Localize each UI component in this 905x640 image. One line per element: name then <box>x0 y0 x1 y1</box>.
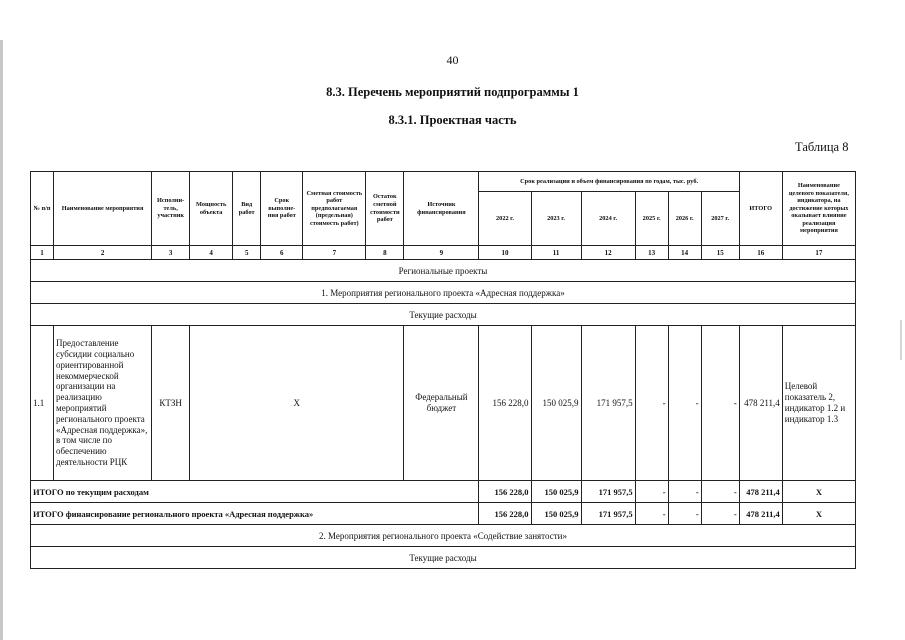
table-caption: Таблица 8 <box>795 140 849 154</box>
row-y2022: 156 228,0 <box>479 326 531 481</box>
column-number: 10 <box>479 246 531 260</box>
scan-edge-mark <box>900 320 902 360</box>
row-executor: КТЗН <box>152 326 190 481</box>
scan-edge <box>0 40 3 640</box>
column-number: 1 <box>31 246 54 260</box>
total-project-y2022: 156 228,0 <box>479 503 531 525</box>
total-project-label: ИТОГО финансирование регионального проекта «Адресная поддержка» <box>31 503 479 525</box>
total-row <box>31 481 856 503</box>
header-year: 2026 г. <box>668 192 701 246</box>
total-current-y2024: 171 957,5 <box>581 481 635 503</box>
column-number: 9 <box>404 246 479 260</box>
total-current-y2026: - <box>668 481 701 503</box>
total-current-indicator: Х <box>782 481 855 503</box>
column-number: 3 <box>152 246 190 260</box>
header-year: 2022 г. <box>479 192 531 246</box>
total-row <box>31 503 856 525</box>
total-current-y2023: 150 025,9 <box>531 481 581 503</box>
header-total: ИТОГО <box>739 172 782 246</box>
total-project-y2023: 150 025,9 <box>531 503 581 525</box>
header-remaining-cost: Остаток сметной стоимости работ <box>366 172 404 246</box>
row-y2026: - <box>668 326 701 481</box>
header-capacity: Мощность объекта <box>190 172 233 246</box>
total-current-label: ИТОГО по текущим расходам <box>31 481 479 503</box>
band-project-1: 1. Мероприятия регионального проекта «Адресная поддержка» <box>31 282 856 304</box>
row-total: 478 211,4 <box>739 326 782 481</box>
header-year: 2024 г. <box>581 192 635 246</box>
column-number: 16 <box>739 246 782 260</box>
total-project-y2027: - <box>701 503 739 525</box>
header-indicator: Наименование целевого показателя, индикатора, на достижение которых оказывает влияние реализация мероприятия <box>782 172 855 246</box>
total-current-y2027: - <box>701 481 739 503</box>
section-title: 8.3. Перечень мероприятий подпрограммы 1 <box>326 85 579 99</box>
column-number: 6 <box>261 246 303 260</box>
total-project-total: 478 211,4 <box>739 503 782 525</box>
column-number: 14 <box>668 246 701 260</box>
row-source: Федеральный бюджет <box>404 326 479 481</box>
subsection-title: 8.3.1. Проектная часть <box>388 113 517 127</box>
header-year: 2025 г. <box>635 192 668 246</box>
row-y2023: 150 025,9 <box>531 326 581 481</box>
total-project-indicator: Х <box>782 503 855 525</box>
row-y2025: - <box>635 326 668 481</box>
row-name: Предоставление субсидии социально ориентированной некоммерческой организации на реализацию мероприятий регионального проекта «Адресная поддержка», в том числе по обеспечению деятельности РЦК <box>54 326 152 481</box>
band-project-2: 2. Мероприятия регионального проекта «Содействие занятости» <box>31 525 856 547</box>
column-number: 2 <box>54 246 152 260</box>
column-number: 7 <box>303 246 366 260</box>
column-number: 17 <box>782 246 855 260</box>
column-number: 8 <box>366 246 404 260</box>
header-num: № п/п <box>31 172 54 246</box>
band-regional-projects: Региональные проекты <box>31 260 856 282</box>
column-number: 11 <box>531 246 581 260</box>
column-number: 4 <box>190 246 233 260</box>
total-project-y2025: - <box>635 503 668 525</box>
total-project-y2026: - <box>668 503 701 525</box>
header-year: 2027 г. <box>701 192 739 246</box>
row-y2027: - <box>701 326 739 481</box>
total-project-y2024: 171 957,5 <box>581 503 635 525</box>
row-indicator: Целевой показатель 2, индикатор 1.2 и индикатор 1.3 <box>782 326 855 481</box>
column-number: 5 <box>233 246 261 260</box>
page-number: 40 <box>446 53 459 67</box>
header-name: Наименование мероприятия <box>54 172 152 246</box>
row-y2024: 171 957,5 <box>581 326 635 481</box>
band-current-expenses-2: Текущие расходы <box>31 547 856 569</box>
header-source: Источник финансирования <box>404 172 479 246</box>
header-period-group: Срок реализации и объем финансирования по годам, тыс. руб. <box>479 172 739 192</box>
header-year: 2023 г. <box>531 192 581 246</box>
table-row <box>31 326 856 481</box>
header-deadline: Срок выполне-ния работ <box>261 172 303 246</box>
total-current-total: 478 211,4 <box>739 481 782 503</box>
total-current-y2022: 156 228,0 <box>479 481 531 503</box>
total-current-y2025: - <box>635 481 668 503</box>
column-number: 15 <box>701 246 739 260</box>
row-merged-mark: Х <box>190 326 404 481</box>
header-estimated-cost: Сметная стоимость работ предполагаемая (предельная) стоимость работ) <box>303 172 366 246</box>
column-number: 13 <box>635 246 668 260</box>
column-number: 12 <box>581 246 635 260</box>
activities-table <box>30 171 856 569</box>
header-work-type: Вид работ <box>233 172 261 246</box>
row-num: 1.1 <box>31 326 54 481</box>
header-executor: Исполни-тель, участник <box>152 172 190 246</box>
band-current-expenses: Текущие расходы <box>31 304 856 326</box>
